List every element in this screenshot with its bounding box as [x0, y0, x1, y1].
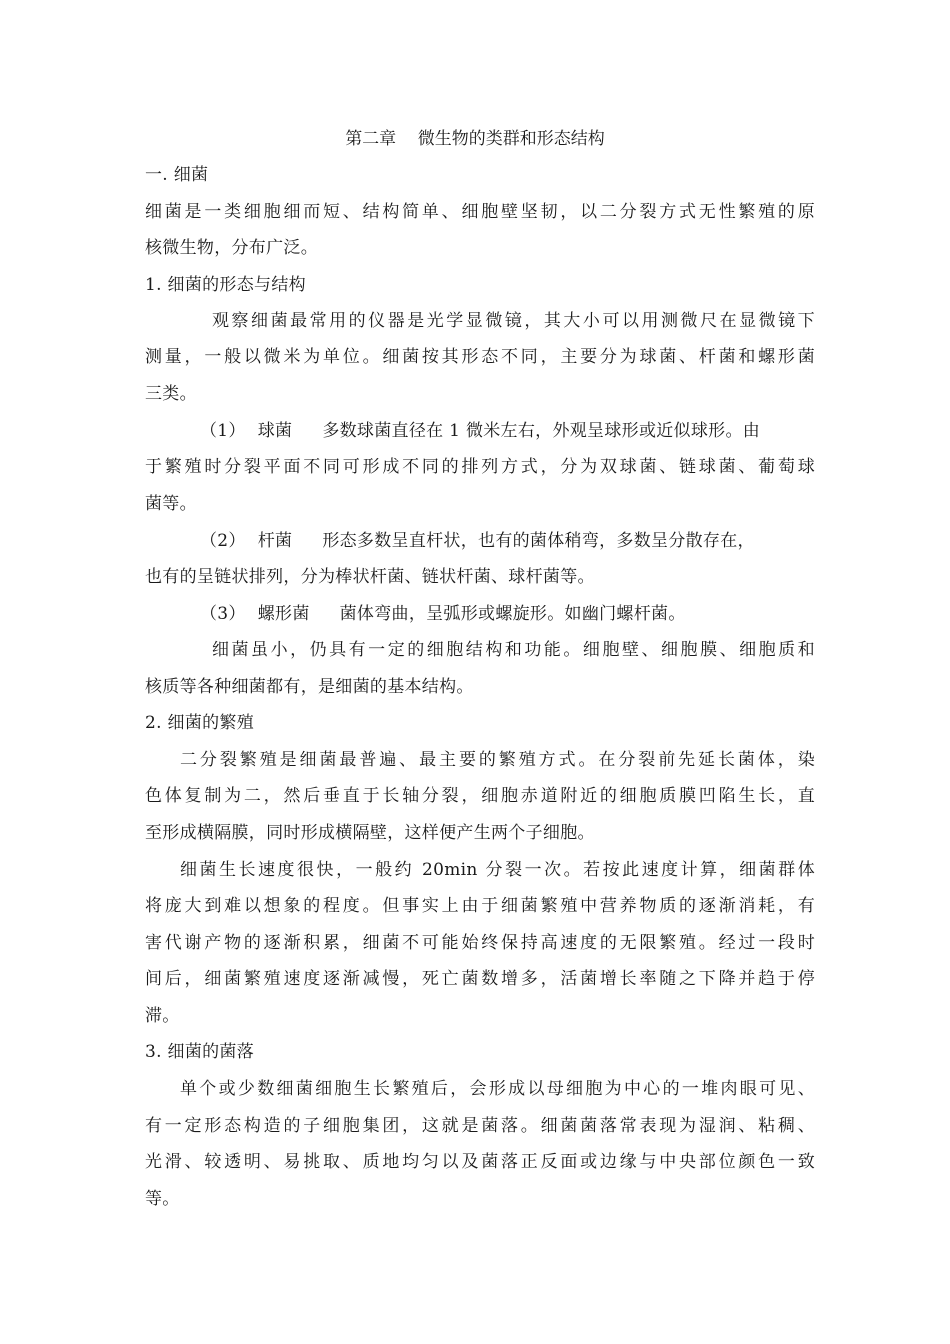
paragraph-line: 害代谢产物的逐渐积累，细菌不可能始终保持高速度的无限繁殖。经过一段时 — [145, 933, 815, 953]
paragraph-line: 核质等各种细菌都有，是细菌的基本结构。 — [145, 677, 474, 697]
paragraph-line: 二分裂繁殖是细菌最普遍、最主要的繁殖方式。在分裂前先延长菌体，染 — [180, 750, 815, 770]
list-item-term: 球菌 — [257, 421, 293, 441]
paragraph-line: 于繁殖时分裂平面不同可形成不同的排列方式，分为双球菌、链球菌、葡萄球 — [145, 457, 815, 477]
list-item-spirillum — [200, 603, 815, 625]
section-heading-bacteria: 一. 细菌 — [145, 165, 209, 185]
list-item-text: 形态多数呈直杆状，也有的菌体稍弯，多数呈分散存在， — [322, 531, 755, 551]
paragraph-line: 核微生物，分布广泛。 — [145, 238, 318, 258]
subsection-heading-colony: 3. 细菌的菌落 — [145, 1042, 255, 1062]
list-item-text: 菌体弯曲，呈弧形或螺旋形。如幽门螺杆菌。 — [339, 604, 686, 624]
paragraph-line: 光滑、较透明、易挑取、质地均匀以及菌落正反面或边缘与中央部位颜色一致 — [145, 1152, 815, 1172]
list-item-bacillus — [200, 530, 815, 552]
paragraph-line: 细菌是一类细胞细而短、结构简单、细胞壁坚韧，以二分裂方式无性繁殖的原 — [145, 202, 815, 222]
paragraph-line: 等。 — [145, 1189, 180, 1209]
list-item-term: 杆菌 — [257, 531, 293, 551]
paragraph-line: 三类。 — [145, 384, 197, 404]
list-item-number: （1） — [200, 421, 246, 441]
paragraph-line: 色体复制为二，然后垂直于长轴分裂，细胞赤道附近的细胞质膜凹陷生长，直 — [145, 786, 815, 806]
list-item-text: 多数球菌直径在 1 微米左右，外观呈球形或近似球形。由 — [322, 421, 761, 441]
paragraph-line: 也有的呈链状排列，分为棒状杆菌、链状杆菌、球杆菌等。 — [145, 567, 595, 587]
chapter-title: 第二章 微生物的类群和形态结构 — [345, 129, 605, 149]
paragraph-line: 菌等。 — [145, 494, 197, 514]
paragraph-line: 细菌生长速度很快，一般约 20min 分裂一次。若按此速度计算，细菌群体 — [180, 860, 815, 880]
paragraph-line: 间后，细菌繁殖速度逐渐减慢，死亡菌数增多，活菌增长率随之下降并趋于停 — [145, 969, 815, 989]
subsection-heading-reproduction: 2. 细菌的繁殖 — [145, 713, 255, 733]
list-item-term: 螺形菌 — [257, 604, 310, 624]
paragraph-line: 将庞大到难以想象的程度。但事实上由于细菌繁殖中营养物质的逐渐消耗，有 — [145, 896, 815, 916]
paragraph-line: 单个或少数细菌细胞生长繁殖后，会形成以母细胞为中心的一堆肉眼可见、 — [180, 1079, 815, 1099]
paragraph-line: 有一定形态构造的子细胞集团，这就是菌落。细菌菌落常表现为湿润、粘稠、 — [145, 1116, 815, 1136]
paragraph-line: 至形成横隔膜，同时形成横隔壁，这样便产生两个子细胞。 — [145, 823, 595, 843]
paragraph-line: 滞。 — [145, 1006, 180, 1026]
list-item-number: （3） — [200, 604, 246, 624]
paragraph-line: 测量，一般以微米为单位。细菌按其形态不同，主要分为球菌、杆菌和螺形菌 — [145, 347, 815, 367]
paragraph-line: 观察细菌最常用的仪器是光学显微镜，其大小可以用测微尺在显微镜下 — [212, 311, 815, 331]
subsection-heading-morphology: 1. 细菌的形态与结构 — [145, 275, 306, 295]
paragraph-line: 细菌虽小，仍具有一定的细胞结构和功能。细胞壁、细胞膜、细胞质和 — [212, 640, 815, 660]
list-item-coccus — [200, 420, 815, 442]
list-item-number: （2） — [200, 531, 246, 551]
